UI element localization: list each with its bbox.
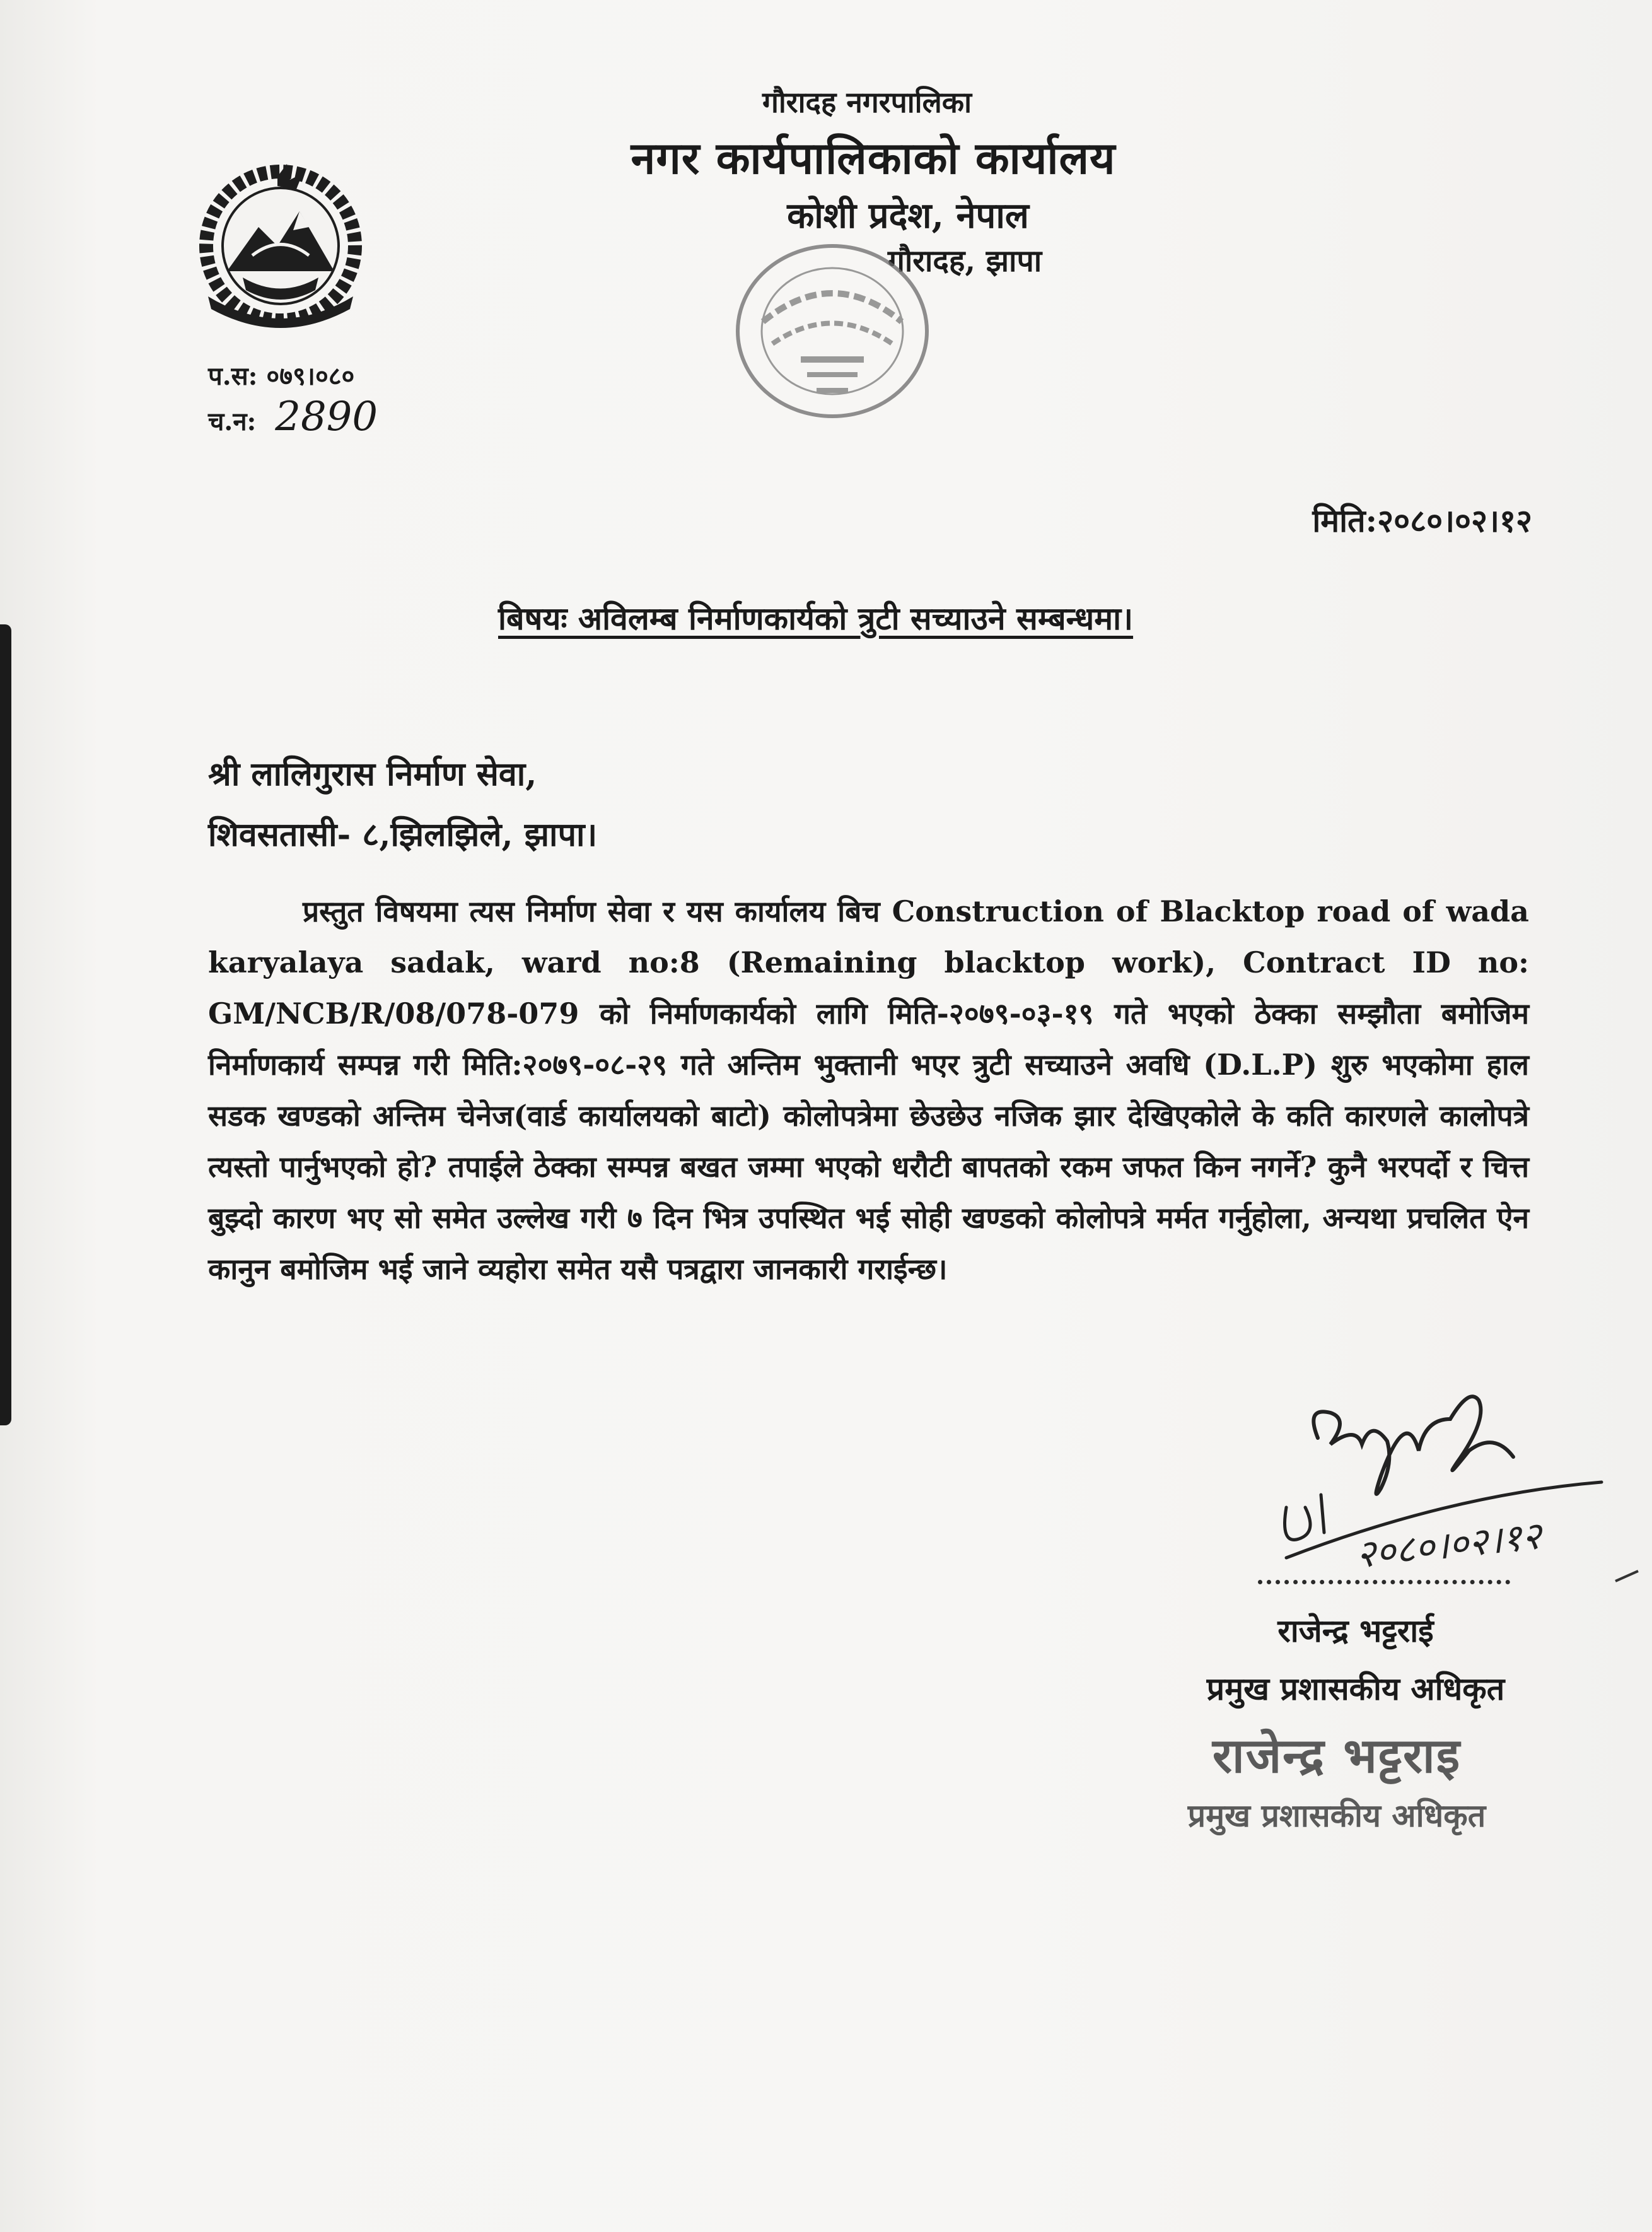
city-name: गौरादह, झापा xyxy=(887,243,1042,279)
letter-subject: बिषयः अविलम्ब निर्माणकार्यको त्रुटी सच्याउने सम्बन्धमा। xyxy=(498,600,1134,637)
signature-date-handwritten: २०८०।०२।१२ xyxy=(1354,1514,1544,1577)
handwritten-signature xyxy=(1261,1381,1614,1589)
fiscal-year-row xyxy=(208,356,378,397)
fiscal-year-label: प.स: xyxy=(208,361,258,391)
province-name: कोशी प्रदेश, नेपाल xyxy=(787,195,1029,237)
municipality-name: गौरादह नगरपालिका xyxy=(762,85,972,119)
dispatch-label: च.न: xyxy=(208,407,257,436)
recipient-line-2: शिवसतासी- ८,झिलझिले, झापा। xyxy=(208,815,598,854)
signature-dotted-line xyxy=(1258,1580,1510,1584)
office-round-stamp xyxy=(713,227,952,435)
seal-name-text: राजेन्द्र भट्टराइ xyxy=(1212,1727,1462,1784)
binder-edge xyxy=(0,624,11,1425)
fiscal-year-value: ०७९।०८० xyxy=(266,361,355,391)
office-name: नगर कार्यपालिकाको कार्यालय xyxy=(631,132,1116,184)
dispatch-number-row xyxy=(208,394,378,442)
signatory-name: राजेन्द्र भट्टराई xyxy=(1277,1612,1434,1649)
body-paragraph: प्रस्तुत विषयमा त्यस निर्माण सेवा र यस कार्यालय बिच Construction of Blacktop road of wada karyalaya sadak, ward no:8 (Remaining blacktop work), Contract ID no: GM/NCB/R/08/078-079 को निर्माणकार्यको लागि मिति-२०७९-०३-१९ गते भएको ठेक्का सम्झौता बमोजिम निर्माणकार्य सम्पन्न गरी मिति:२०७९-०८-२९ गते अन्तिम भुक्तानी भएर त्रुटी सच्याउने अवधि (D.L.P) शुरु भएकोमा हाल सडक खण्डको अन्तिम चेनेज(वार्ड कार्यालयको बाटो) कोलोपत्रेमा छेउछेउ नजिक झार देखिएकोले के कति कारणले कालोपत्रे त्यस्तो पार्नुभएको हो? तपाईले ठेक्का सम्पन्न बखत जम्मा भएको धरौटी बापतको रकम जफत किन नगर्ने? कुनै भरपर्दो र चित्त बुझ्दो कारण भए सो समेत उल्लेख गरी ७ दिन भित्र उपस्थित भई सोही खण्डको कोलोपत्रे मर्मत गर्नुहोला, अन्यथा प्रचलित ऐन कानुन बमोजिम भई जाने व्यहोरा समेत यसै पत्रद्वारा जानकारी गराईन्छ। xyxy=(208,894,1529,1286)
stray-pen-mark xyxy=(1614,1567,1639,1586)
name-seal-stamp xyxy=(1135,1722,1539,1836)
dispatch-number-handwritten: 2890 xyxy=(275,394,378,440)
recipient-address xyxy=(208,744,597,865)
recipient-line-1: श्री लालिगुरास निर्माण सेवा, xyxy=(208,755,537,793)
signatory-title: प्रमुख प्रशासकीय अधिकृत xyxy=(1206,1670,1505,1707)
letter-body xyxy=(208,886,1529,1295)
reference-block xyxy=(208,356,378,442)
seal-title-text: प्रमुख प्रशासकीय अधिकृत xyxy=(1187,1797,1486,1834)
letter-date: मिति:२०८०।०२।१२ xyxy=(1312,502,1532,539)
signatory-block xyxy=(1173,1602,1539,1718)
